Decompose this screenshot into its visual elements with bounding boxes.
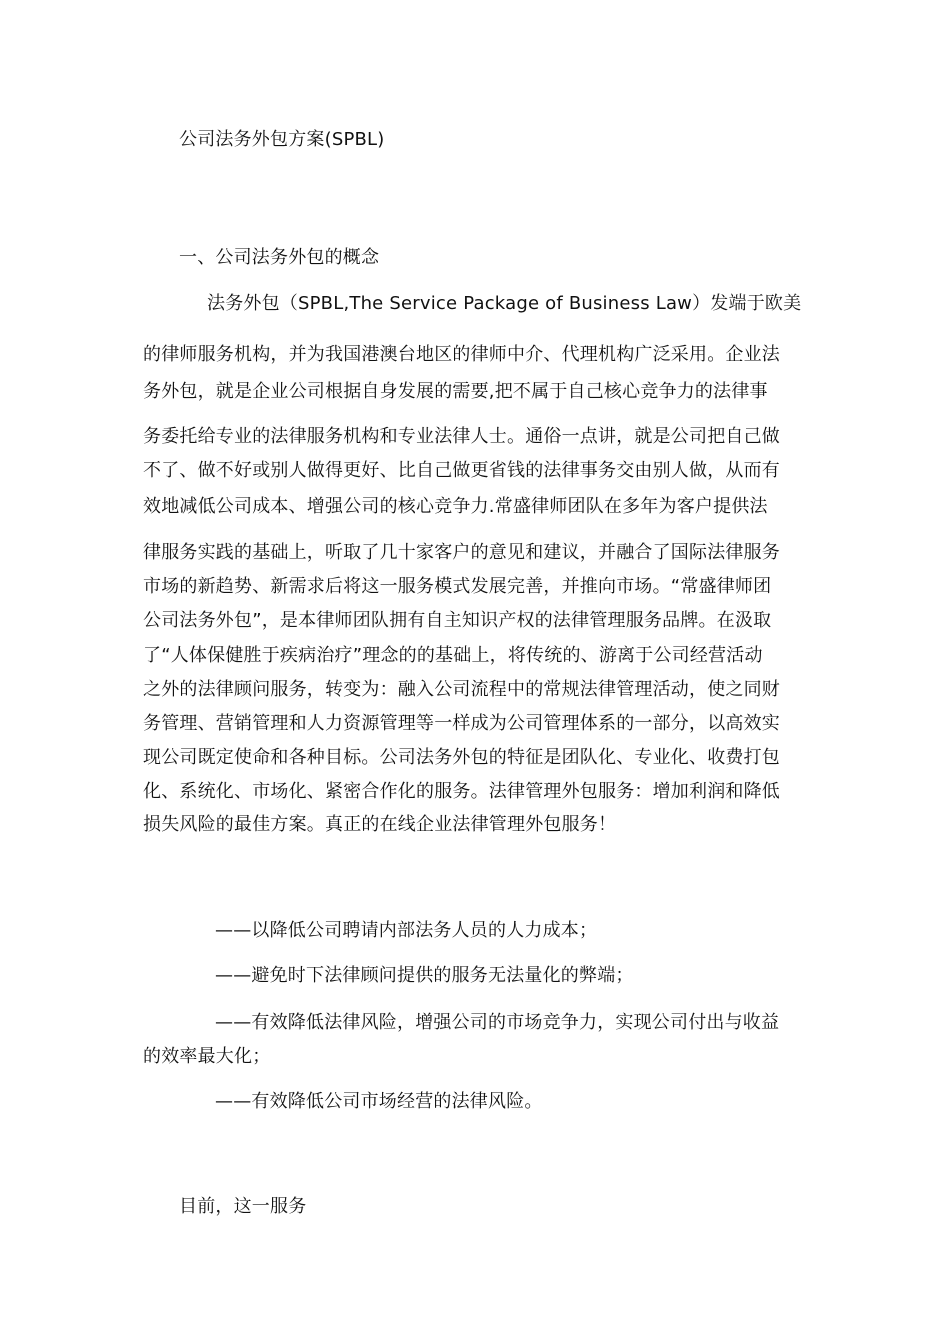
paragraph-line: 化、系统化、市场化、紧密合作化的服务。法律管理外包服务：增加利润和降低	[143, 781, 780, 802]
bullet-item: ——有效降低公司市场经营的法律风险。	[215, 1091, 543, 1112]
document-title: 公司法务外包方案(SPBL)	[179, 129, 385, 150]
paragraph-line: 了“人体保健胜于疾病治疗”理念的的基础上，将传统的、游离于公司经营活动	[143, 645, 763, 666]
closing-text: 目前，这一服务	[179, 1196, 307, 1217]
paragraph-line: 市场的新趋势、新需求后将这一服务模式发展完善，并推向市场。“常盛律师团	[143, 576, 772, 597]
paragraph-line: 效地减低公司成本、增强公司的核心竞争力.常盛律师团队在多年为客户提供法	[143, 496, 768, 517]
paragraph-line: 务委托给专业的法律服务机构和专业法律人士。通俗一点讲，就是公司把自己做	[143, 426, 780, 447]
bullet-item: ——有效降低法律风险，增强公司的市场竞争力，实现公司付出与收益	[215, 1012, 780, 1033]
section-heading: 一、公司法务外包的概念	[179, 247, 380, 268]
paragraph-line: 律服务实践的基础上，听取了几十家客户的意见和建议，并融合了国际法律服务	[143, 542, 780, 563]
bullet-item: ——以降低公司聘请内部法务人员的人力成本；	[215, 920, 598, 941]
bullet-item-continuation: 的效率最大化；	[143, 1046, 271, 1067]
paragraph-line: 之外的法律顾问服务，转变为：融入公司流程中的常规法律管理活动，使之同财	[143, 679, 780, 700]
paragraph-line: 损失风险的最佳方案。真正的在线企业法律管理外包服务！	[143, 814, 617, 835]
paragraph-line: 公司法务外包”，是本律师团队拥有自主知识产权的法律管理服务品牌。在汲取	[143, 610, 772, 631]
paragraph-line: 不了、做不好或别人做得更好、比自己做更省钱的法律事务交由别人做，从而有	[143, 460, 780, 481]
bullet-item: ——避免时下法律顾问提供的服务无法量化的弊端；	[215, 965, 634, 986]
paragraph-line: 现公司既定使命和各种目标。公司法务外包的特征是团队化、专业化、收费打包	[143, 747, 780, 768]
paragraph-line: 的律师服务机构，并为我国港澳台地区的律师中介、代理机构广泛采用。企业法	[143, 344, 780, 365]
paragraph-line: 务管理、营销管理和人力资源管理等一样成为公司管理体系的一部分，以高效实	[143, 713, 780, 734]
paragraph-line: 法务外包（SPBL,The Service Package of Business Law）发端于欧美	[207, 293, 802, 314]
paragraph-line: 务外包，就是企业公司根据自身发展的需要,把不属于自己核心竞争力的法律事	[143, 381, 768, 402]
